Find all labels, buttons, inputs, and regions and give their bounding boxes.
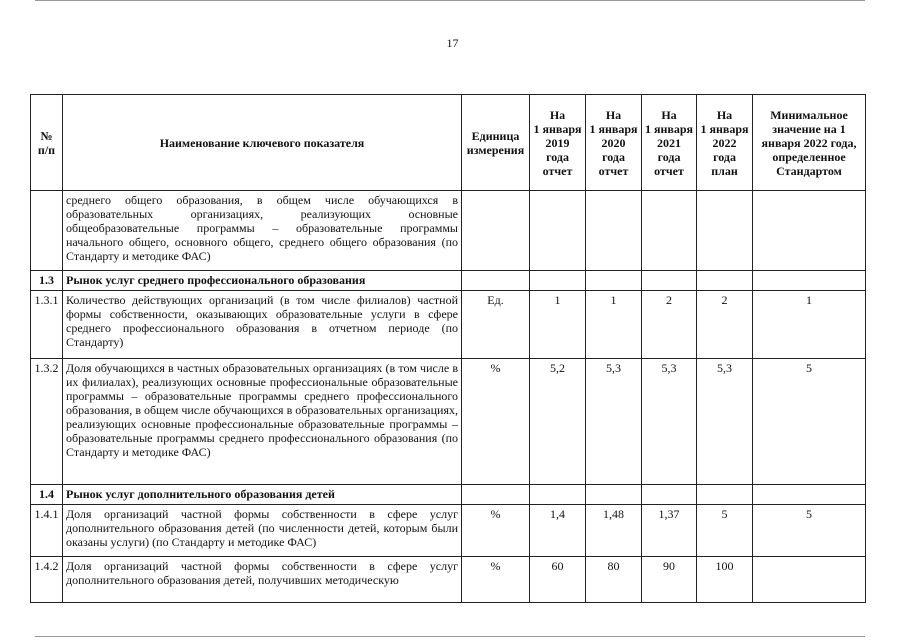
section-empty-cell — [753, 485, 866, 505]
cell-2020 — [586, 191, 642, 271]
section-row-1-3 — [31, 271, 866, 291]
cell-num — [31, 191, 63, 271]
header-min-value: Минимальное значение на 1 января 2022 года, определенное Стандартом — [753, 95, 866, 191]
section-empty-cell — [462, 485, 530, 505]
cell-2019: 60 — [530, 557, 586, 603]
cell-name: среднего общего образования, в общем числе обучающихся в образовательных организациях, реализующих основные общеобразовательные программы – образовательные программы начального общего, основного общего, среднего общего образования (по Стандарту и методике ФАС) — [63, 191, 462, 271]
table-row-1-4-2 — [31, 557, 866, 603]
section-row-1-4 — [31, 485, 866, 505]
cell-2021: 5,3 — [642, 359, 697, 485]
cell-2020: 5,3 — [586, 359, 642, 485]
table-row-continuation — [31, 191, 866, 271]
scan-edge-bottom — [35, 636, 865, 637]
scan-edge-top — [35, 0, 865, 1]
header-num: № п/п — [31, 95, 63, 191]
cell-2020: 1,48 — [586, 505, 642, 557]
table-row-1-3-2 — [31, 359, 866, 485]
key-indicators-table — [30, 94, 866, 603]
table-header-row — [31, 95, 866, 191]
cell-2019: 1 — [530, 291, 586, 359]
section-empty-cell — [586, 271, 642, 291]
cell-unit: Ед. — [462, 291, 530, 359]
cell-2022: 5 — [697, 505, 753, 557]
cell-name: Доля обучающихся в частных образовательных организациях (в том числе в их филиалах), реализующих основные профессиональные образовательные программы – образовательные программы среднего профессионального образования, в общем числе обучающихся в образовательных организациях, реализующих основные профессиональные образовательные программы – образовательные программы среднего профессионального образования (по Стандарту и методике ФАС) — [63, 359, 462, 485]
cell-name: Доля организаций частной формы собственности в сфере услуг дополнительного образования детей (по численности детей, которым были оказаны услуги) (по Стандарту и методике ФАС) — [63, 505, 462, 557]
section-empty-cell — [753, 271, 866, 291]
cell-min: 5 — [753, 359, 866, 485]
table-row-1-4-1 — [31, 505, 866, 557]
cell-num: 1.4.2 — [31, 557, 63, 603]
header-unit: Единица измерения — [462, 95, 530, 191]
section-empty-cell — [642, 271, 697, 291]
cell-unit — [462, 191, 530, 271]
cell-2021 — [642, 191, 697, 271]
section-empty-cell — [530, 485, 586, 505]
cell-unit: % — [462, 557, 530, 603]
cell-min: 5 — [753, 505, 866, 557]
header-2020: На 1 января 2020 года отчет — [586, 95, 642, 191]
section-empty-cell — [462, 271, 530, 291]
section-title: Рынок услуг среднего профессионального образования — [63, 271, 462, 291]
page-number: 17 — [446, 36, 459, 50]
cell-2019: 5,2 — [530, 359, 586, 485]
cell-2020: 80 — [586, 557, 642, 603]
cell-num: 1.3.2 — [31, 359, 63, 485]
section-empty-cell — [697, 485, 753, 505]
cell-unit: % — [462, 359, 530, 485]
cell-num: 1.3.1 — [31, 291, 63, 359]
cell-2022: 100 — [697, 557, 753, 603]
header-name: Наименование ключевого показателя — [63, 95, 462, 191]
cell-num: 1.4.1 — [31, 505, 63, 557]
cell-2022: 2 — [697, 291, 753, 359]
cell-2021: 2 — [642, 291, 697, 359]
cell-min: 1 — [753, 291, 866, 359]
cell-name: Количество действующих организаций (в том числе филиалов) частной формы собственности, оказывающих образовательные услуги в сфере среднего профессионального образования в отчетном периоде (по Стандарту) — [63, 291, 462, 359]
section-title: Рынок услуг дополнительного образования детей — [63, 485, 462, 505]
header-2022: На 1 января 2022 года план — [697, 95, 753, 191]
cell-2022 — [697, 191, 753, 271]
table-row-1-3-1 — [31, 291, 866, 359]
cell-2019: 1,4 — [530, 505, 586, 557]
section-empty-cell — [530, 271, 586, 291]
section-empty-cell — [697, 271, 753, 291]
cell-2020: 1 — [586, 291, 642, 359]
section-num: 1.4 — [31, 485, 63, 505]
header-2019: На 1 января 2019 года отчет — [530, 95, 586, 191]
cell-2019 — [530, 191, 586, 271]
section-empty-cell — [586, 485, 642, 505]
cell-unit: % — [462, 505, 530, 557]
cell-2021: 1,37 — [642, 505, 697, 557]
section-num: 1.3 — [31, 271, 63, 291]
section-empty-cell — [642, 485, 697, 505]
header-2021: На 1 января 2021 года отчет — [642, 95, 697, 191]
cell-min — [753, 191, 866, 271]
cell-2022: 5,3 — [697, 359, 753, 485]
cell-min — [753, 557, 866, 603]
cell-2021: 90 — [642, 557, 697, 603]
cell-name: Доля организаций частной формы собственности в сфере услуг дополнительного образования детей, получивших методическую — [63, 557, 462, 603]
